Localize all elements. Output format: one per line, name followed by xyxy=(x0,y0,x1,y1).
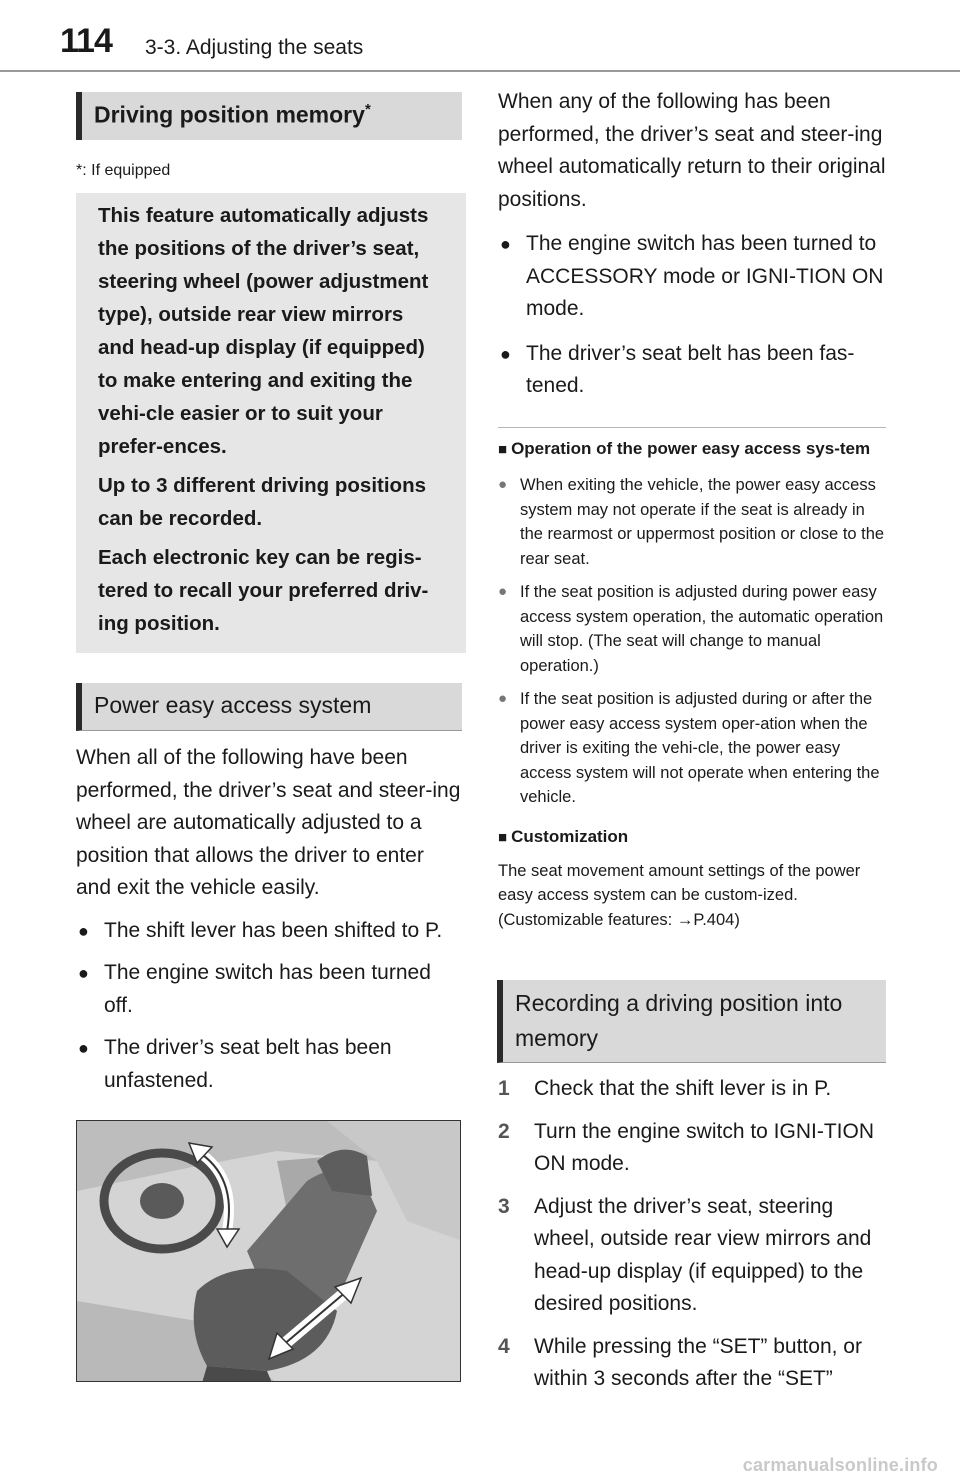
note-heading xyxy=(498,826,888,849)
bullet-item xyxy=(76,915,461,948)
footnote: *: If equipped xyxy=(76,162,171,179)
note-heading-text: Customization xyxy=(511,826,629,846)
circle-bullet-icon: ● xyxy=(498,476,508,493)
note-text: The seat movement amount settings of the power easy access system can be custom-ized. (Customizable features: →P.404) xyxy=(498,861,861,929)
step-item xyxy=(498,1073,888,1106)
lead-paragraph: This feature automatically adjusts the positions of the driver’s seat, steering wheel (power adjustment type), outside rear view mirrors and head-up display (if equipped) to make entering and exiting the vehi-cle easier or to suit your prefer-ences. xyxy=(98,204,429,458)
step-number: 4 xyxy=(498,1334,510,1358)
step-number: 2 xyxy=(498,1119,510,1143)
bullet-text: The engine switch has been turned to ACCESSORY mode or IGNI-TION ON mode. xyxy=(526,232,884,320)
steps-list xyxy=(498,1073,888,1396)
heading-recording-position xyxy=(497,980,886,1063)
lead-paragraph: Each electronic key can be regis-tered to recall your preferred driv-ing position. xyxy=(98,546,429,635)
bullet-icon: ● xyxy=(78,920,89,941)
heading-power-easy-access xyxy=(76,683,462,731)
seat-illustration-svg xyxy=(77,1121,461,1382)
heading-title-text: Driving position memory xyxy=(94,101,365,128)
left-body xyxy=(76,742,461,1097)
bullet-item xyxy=(498,338,888,403)
note-heading-text: Operation of the power easy access sys-tem xyxy=(511,439,871,458)
heading-driving-position-memory xyxy=(76,92,462,140)
body-paragraph: When all of the following have been performed, the driver’s seat and steer-ing wheel are automatically adjusted to a position that allows the driver to enter and exit the vehicle easily. xyxy=(76,746,461,899)
note-text: When exiting the vehicle, the power easy access system may not operate if the seat is already in the rearmost or uppermost position or close to the rear seat. xyxy=(520,476,885,568)
watermark: carmanualsonline.info xyxy=(742,1455,938,1475)
circle-bullet-icon: ● xyxy=(498,690,508,707)
step-text: Check that the shift lever is in P. xyxy=(534,1077,832,1100)
bullet-text: The driver’s seat belt has been unfastened. xyxy=(104,1036,392,1092)
bullet-item xyxy=(76,1032,461,1097)
step-text: Adjust the driver’s seat, steering wheel, outside rear view mirrors and head-up display (if equipped) to the desired positions. xyxy=(534,1194,872,1315)
note-item xyxy=(498,580,888,678)
step-item xyxy=(498,1191,888,1321)
heading-title: Recording a driving position into memory xyxy=(515,990,843,1051)
bullet-icon: ● xyxy=(78,963,89,983)
step-text: Turn the engine switch to IGNI-TION ON mode. xyxy=(534,1119,875,1175)
bullet-item xyxy=(76,957,461,1022)
square-bullet-icon: ■ xyxy=(498,828,508,846)
right-body xyxy=(498,86,888,403)
bullet-text: The shift lever has been shifted to P. xyxy=(104,918,443,942)
step-item xyxy=(498,1331,888,1396)
heading-title: Power easy access system xyxy=(94,692,372,718)
note-text: If the seat position is adjusted during power easy access system operation, the automatic operation will stop. (The seat will change to manual operation.) xyxy=(520,583,884,675)
page-number: 114 xyxy=(60,22,112,60)
body-paragraph: When any of the following has been performed, the driver’s seat and steer-ing wheel automatically return to their original positions. xyxy=(498,90,886,211)
header-divider xyxy=(0,70,960,72)
lead-box xyxy=(76,193,466,653)
note-text: If the seat position is adjusted during or after the power easy access system oper-ation when the driver is exiting the vehi-cle, the power easy access system will not operate when entering the vehicle. xyxy=(520,690,880,806)
heading-title xyxy=(94,101,371,129)
bullet-text: The engine switch has been turned off. xyxy=(104,961,431,1017)
circle-bullet-icon: ● xyxy=(498,583,508,600)
bullet-icon: ● xyxy=(78,1038,89,1058)
step-number: 1 xyxy=(498,1077,510,1100)
bullet-item xyxy=(498,228,888,326)
section-divider xyxy=(498,427,886,428)
step-text: While pressing the “SET” button, or within 3 seconds after the “SET” xyxy=(534,1334,862,1390)
section-title: 3-3. Adjusting the seats xyxy=(145,36,364,59)
square-bullet-icon: ■ xyxy=(498,441,508,458)
heading-asterisk: * xyxy=(364,101,371,118)
bullet-icon: ● xyxy=(500,234,511,254)
step-number: 3 xyxy=(498,1194,510,1218)
notes-power-easy-access xyxy=(498,438,888,932)
seat-illustration xyxy=(76,1120,461,1382)
note-item xyxy=(498,473,888,571)
bullet-text: The driver’s seat belt has been fas-tened. xyxy=(526,341,855,397)
bullet-icon: ● xyxy=(500,343,511,364)
lead-paragraph: Up to 3 different driving positions can be recorded. xyxy=(98,474,426,530)
note-heading xyxy=(498,438,888,461)
note-item xyxy=(498,687,888,810)
step-item xyxy=(498,1116,888,1181)
